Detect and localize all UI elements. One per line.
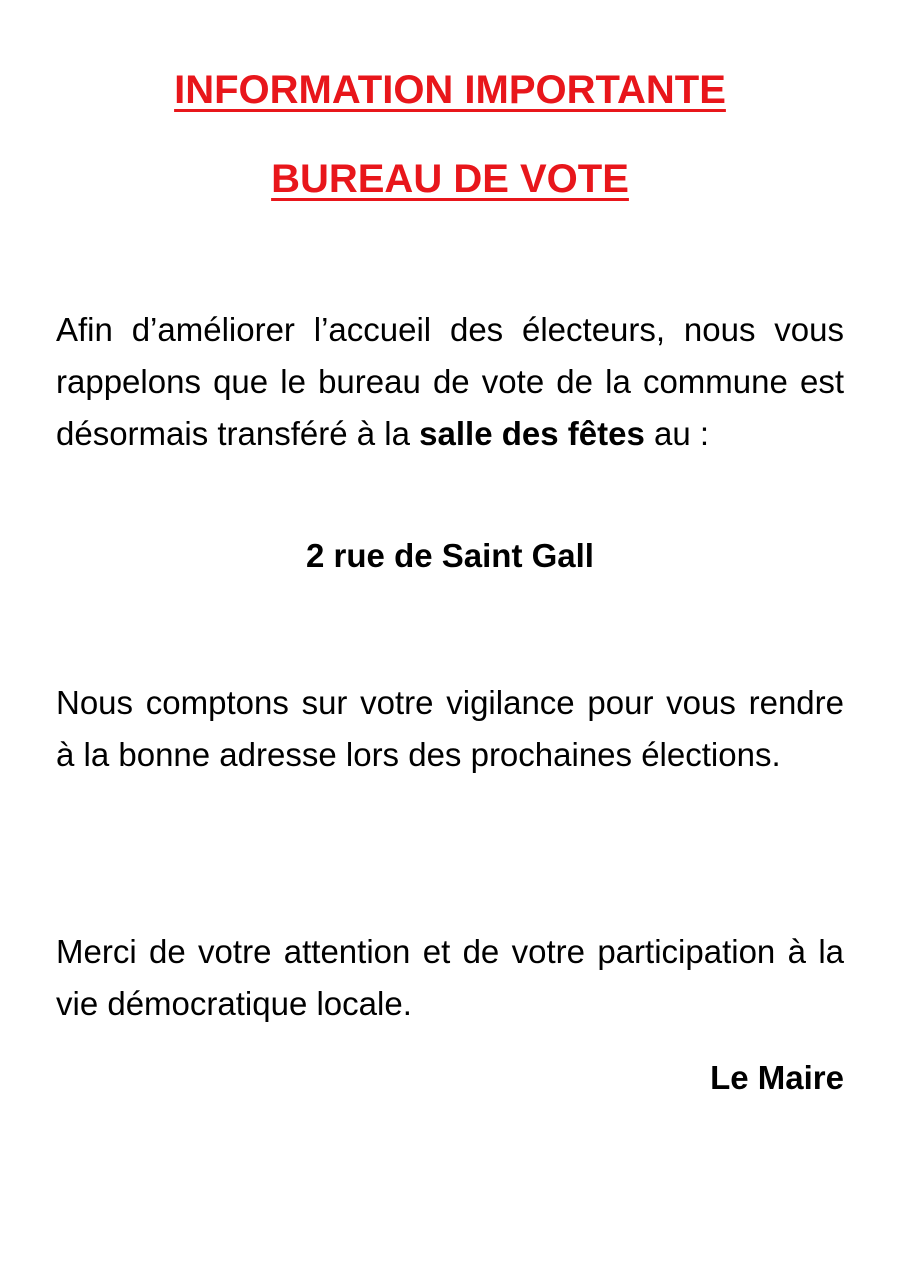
title-bureau-de-vote: BUREAU DE VOTE <box>271 157 629 201</box>
title-information-importante: INFORMATION IMPORTANTE <box>174 68 726 112</box>
salle-des-fetes-emphasis: salle des fêtes <box>419 415 645 452</box>
signature-le-maire: Le Maire <box>710 1059 844 1096</box>
paragraph-transfer-tail: au : <box>644 415 710 452</box>
paragraph-vigilance: Nous comptons sur votre vigilance pour vous rendre à la bonne adresse lors des prochaines élections. <box>56 684 844 773</box>
paragraph-thanks: Merci de votre attention et de votre participation à la vie démocratique locale. <box>56 933 844 1022</box>
address-line: 2 rue de Saint Gall <box>306 537 594 574</box>
paragraph-transfer-text: Afin d’améliorer l’accueil des électeurs, nous vous rappelons que le bureau de vote de la commune est désormais transféré à la <box>56 311 844 452</box>
paragraph-transfer-notice <box>56 304 844 460</box>
